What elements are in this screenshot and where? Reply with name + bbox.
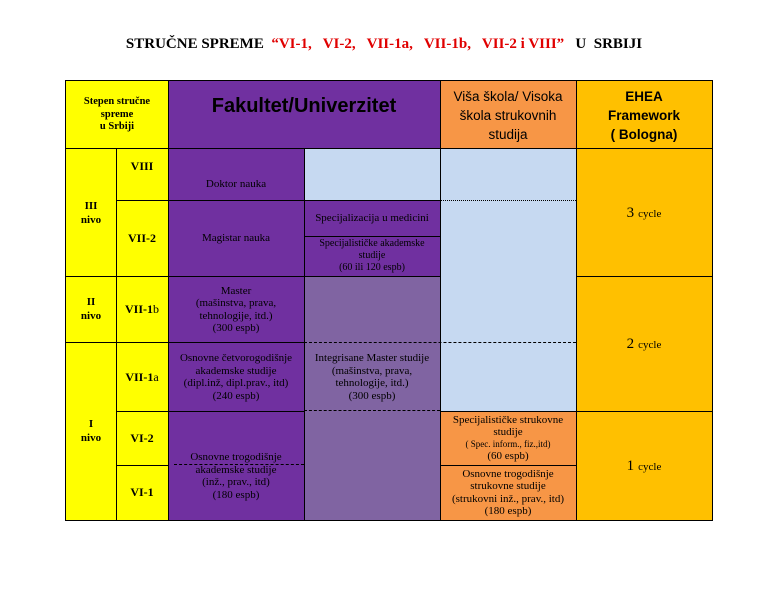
visa-spec-line-4: (60 espb) bbox=[487, 450, 529, 462]
master-line-3: tehnologije, itd.) bbox=[199, 309, 273, 322]
degree-vii2-label: VII-2 bbox=[127, 230, 156, 245]
nivo-ii-roman: II bbox=[86, 296, 96, 308]
title-suffix: U SRBIJI bbox=[564, 36, 643, 52]
akadem-line-2: studije bbox=[358, 250, 386, 261]
col-divider-visa bbox=[576, 80, 577, 521]
degree-viii bbox=[116, 149, 168, 200]
visa-osnovne bbox=[440, 465, 576, 520]
faculty-master bbox=[168, 276, 304, 343]
degree-vi2 bbox=[116, 411, 168, 465]
nivo-i-roman: I bbox=[88, 418, 94, 430]
akadem-line-3: (60 ili 120 espb) bbox=[339, 262, 405, 273]
stepen-line-3: u Srbiji bbox=[99, 121, 135, 133]
header-ehea bbox=[576, 81, 712, 149]
degree-vii1a-main: VII-1 bbox=[125, 369, 154, 384]
degree-vi2-label: VI-2 bbox=[130, 430, 154, 445]
degree-vii1b-main: VII-1 bbox=[124, 302, 153, 316]
cycle-2-number: 2 bbox=[626, 335, 635, 352]
dashed-separator-master bbox=[304, 342, 576, 343]
integ-line-4: (300 espb) bbox=[348, 389, 396, 402]
degree-vi1-label: VI-1 bbox=[130, 485, 154, 499]
title-levels: “VI-1, VI-2, VII-1a, VII-1b, VII-2 i VIII” bbox=[271, 36, 565, 52]
degree-vii1b-label bbox=[125, 302, 159, 317]
trogod-line-3: (inž., prav., itd) bbox=[202, 476, 270, 488]
cycle-1-word: cycle bbox=[638, 460, 662, 473]
row-line-viii bbox=[116, 200, 440, 201]
document-title bbox=[0, 36, 768, 53]
faculty-doktor bbox=[168, 149, 304, 200]
cycle-3-number: 3 bbox=[626, 204, 635, 221]
visa-spec-line-2: studije bbox=[493, 426, 523, 438]
visa-specijalisticke bbox=[440, 411, 576, 465]
row-line-vi2 bbox=[116, 465, 168, 466]
border-header-bottom bbox=[65, 148, 713, 149]
nivo-i bbox=[66, 342, 116, 520]
cetvoro-line-4: (240 espb) bbox=[212, 389, 260, 402]
doktor-label: Doktor nauka bbox=[205, 177, 267, 190]
row-line-vii1a bbox=[116, 411, 304, 412]
faculty-magistar bbox=[168, 200, 304, 276]
visa-osn-line-3: (strukovni inž., prav., itd) bbox=[451, 492, 564, 505]
akadem-line-1: Specijalističke akademske bbox=[319, 238, 425, 249]
cetvoro-line-3: (dipl.inž, dipl.prav., itd) bbox=[183, 377, 289, 389]
degree-vii1b-suffix: b bbox=[153, 302, 159, 316]
nivo-iii bbox=[66, 149, 116, 276]
nivo-i-word: nivo bbox=[80, 432, 102, 444]
visa-osn-line-2: strukovne studije bbox=[470, 480, 546, 492]
integ-line-2: (mašinstva, prava, bbox=[331, 364, 413, 377]
visa-spec-line-3: ( Spec. inform., fiz.,itd) bbox=[465, 439, 551, 449]
visa-blank-upper bbox=[440, 149, 576, 411]
header-fakultet bbox=[168, 81, 440, 149]
fakultet-heading: Fakultet/Univerzitet bbox=[211, 95, 397, 117]
degree-vii1a bbox=[116, 343, 168, 411]
cycle-2-label bbox=[627, 335, 662, 353]
degree-vii1b bbox=[116, 276, 168, 343]
trogod-line-1: Osnovne trogodišnje bbox=[190, 451, 282, 463]
spec-medicina bbox=[304, 200, 440, 236]
border-left bbox=[65, 80, 66, 521]
ehea-line-3: ( Bologna) bbox=[610, 126, 678, 142]
border-bottom bbox=[65, 520, 713, 521]
cycle-1-number: 1 bbox=[626, 457, 635, 474]
visa-osn-line-1: Osnovne trogodišnje bbox=[462, 467, 554, 480]
row-line-ehea-3 bbox=[576, 276, 712, 277]
stepen-line-1: Stepen stručne bbox=[83, 96, 151, 108]
faculty-cetvorogodisnje bbox=[168, 343, 304, 411]
col-divider-degree bbox=[168, 80, 169, 521]
row-line-medicina bbox=[304, 236, 440, 237]
ehea-cycle-1 bbox=[576, 411, 712, 520]
row-line-vii1b bbox=[116, 342, 304, 343]
border-top bbox=[65, 80, 713, 81]
medicina-label: Specijalizacija u medicini bbox=[315, 211, 429, 224]
nivo-ii-word: nivo bbox=[80, 310, 102, 322]
degree-vii1a-label bbox=[125, 370, 158, 385]
integ-line-3: tehnologije, itd.) bbox=[335, 377, 409, 389]
visa-line-2: škola strukovnih bbox=[459, 107, 557, 123]
row-line-visa-top bbox=[440, 411, 576, 412]
master-line-1: Master bbox=[220, 284, 252, 297]
ehea-cycle-3 bbox=[576, 149, 712, 276]
nivo-iii-word: nivo bbox=[80, 213, 102, 226]
cetvoro-line-2: akademske studije bbox=[195, 364, 277, 377]
ehea-line-1: EHEA bbox=[625, 88, 663, 104]
col-divider-faculty bbox=[304, 149, 305, 520]
degree-viii-label: VIII bbox=[130, 159, 154, 173]
spec-integrisane bbox=[304, 343, 440, 411]
degree-vii2 bbox=[116, 200, 168, 276]
stepen-line-2: spreme bbox=[100, 108, 134, 120]
header-stepen bbox=[66, 81, 168, 149]
visa-line-3: studija bbox=[488, 126, 528, 142]
nivo-iii-roman: III bbox=[84, 199, 98, 212]
nivo-ii bbox=[66, 276, 116, 342]
dotted-separator-visa bbox=[440, 200, 576, 201]
dashed-separator-integrisane bbox=[304, 410, 440, 411]
title-prefix: STRUČNE SPREME bbox=[125, 36, 272, 52]
integ-line-1: Integrisane Master studije bbox=[314, 352, 430, 364]
border-right bbox=[712, 80, 713, 521]
visa-line-1: Viša škola/ Visoka bbox=[453, 88, 563, 104]
faculty-trogodisnje bbox=[168, 411, 304, 520]
master-line-4: (300 espb) bbox=[212, 322, 260, 334]
row-line-nivo-iii bbox=[66, 276, 116, 277]
visa-spec-line-1: Specijalističke strukovne bbox=[452, 414, 564, 426]
cycle-3-label bbox=[627, 204, 662, 222]
row-line-ehea-2 bbox=[576, 411, 712, 412]
row-line-nivo-ii bbox=[66, 342, 116, 343]
row-line-vii2 bbox=[116, 276, 440, 277]
row-line-visa-mid bbox=[440, 465, 576, 466]
spec-blank-vii1b bbox=[304, 276, 440, 343]
header-visa bbox=[440, 81, 576, 149]
trogod-line-2: akademske studije bbox=[195, 463, 277, 476]
cycle-1-label bbox=[627, 457, 662, 475]
dashed-separator-trogodisnje bbox=[174, 464, 304, 465]
cetvoro-line-1: Osnovne četvorogodišnje bbox=[179, 352, 293, 364]
ehea-cycle-2 bbox=[576, 276, 712, 411]
spec-blank-viii bbox=[304, 149, 440, 200]
col-divider-special bbox=[440, 80, 441, 521]
cycle-3-word: cycle bbox=[638, 207, 662, 220]
degree-vi1 bbox=[116, 465, 168, 520]
spec-blank-vi bbox=[304, 411, 440, 520]
degree-vii1a-suffix: a bbox=[153, 369, 159, 384]
ehea-line-2: Framework bbox=[607, 107, 681, 123]
magistar-label: Magistar nauka bbox=[201, 231, 271, 244]
spec-akademske bbox=[304, 236, 440, 276]
trogod-line-4: (180 espb) bbox=[212, 488, 260, 501]
cycle-2-word: cycle bbox=[638, 338, 662, 351]
master-line-2: (mašinstva, prava, bbox=[195, 297, 277, 309]
visa-osn-line-4: (180 espb) bbox=[484, 505, 532, 517]
